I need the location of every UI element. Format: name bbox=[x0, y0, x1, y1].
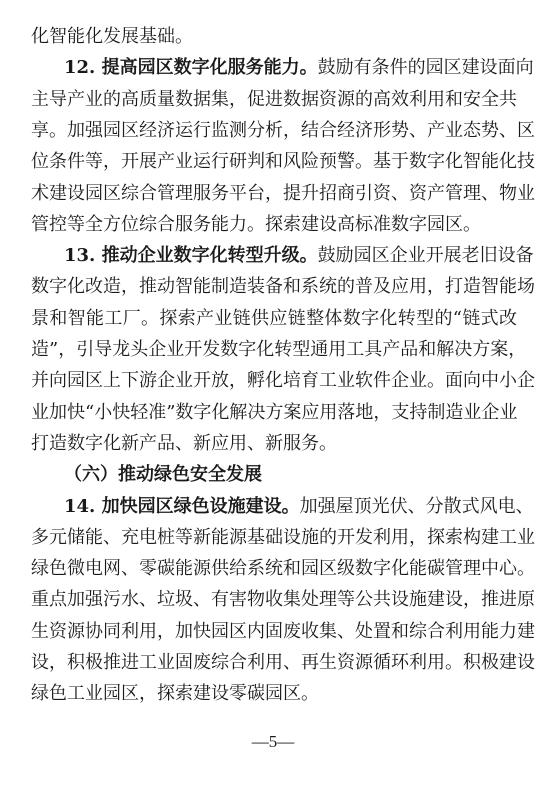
paragraph-line bbox=[31, 147, 535, 177]
body-text: 术建设园区综合管理服务平台，提升招商引资、资产管理、物业 bbox=[31, 182, 535, 204]
paragraph-line bbox=[31, 304, 517, 334]
body-text: 打造数字化新产品、新应用、新服务。 bbox=[31, 432, 337, 454]
paragraph-line bbox=[31, 429, 517, 459]
body-text: 鼓励有条件的园区建设面向 bbox=[317, 57, 534, 79]
paragraph-line bbox=[31, 85, 517, 115]
item-heading: 12. 提高园区数字化服务能力。 bbox=[64, 57, 318, 79]
section-heading bbox=[64, 460, 517, 490]
paragraph-line bbox=[31, 679, 517, 709]
section-title: （六）推动绿色安全发展 bbox=[64, 464, 262, 486]
body-text: 享。加强园区经济运行监测分析，结合经济形势、产业态势、区 bbox=[31, 119, 535, 141]
body-text: 景和智能工厂。探索产业链供应链整体数字化转型的“链式改 bbox=[31, 307, 517, 329]
page-number: —5— bbox=[251, 732, 295, 751]
body-text: 重点加强污水、垃圾、有害物收集处理等公共设施建设，推进原 bbox=[31, 589, 535, 611]
paragraph-line bbox=[64, 53, 534, 83]
paragraph-line bbox=[31, 585, 535, 615]
paragraph-line bbox=[31, 22, 517, 52]
body-text: 数字化改造，推动智能制造装备和系统的普及应用，打造智能场 bbox=[31, 276, 535, 298]
body-text: 造”，引导龙头企业开发数字化转型通用工具产品和解决方案， bbox=[31, 339, 527, 360]
body-text: 加强屋顶光伏、分散式风电、 bbox=[299, 495, 534, 517]
paragraph-line bbox=[31, 554, 535, 584]
paragraph-line bbox=[31, 648, 535, 678]
paragraph-line bbox=[31, 523, 535, 553]
body-text: 生资源协同利用，加快园区内固废收集、处置和综合利用能力建 bbox=[31, 620, 535, 642]
paragraph-line bbox=[31, 210, 517, 240]
item-heading: 13. 推动企业数字化转型升级。 bbox=[64, 245, 318, 267]
paragraph-line bbox=[64, 492, 534, 522]
body-text: 多元储能、充电桩等新能源基础设施的开发利用，探索构建工业 bbox=[31, 526, 535, 548]
paragraph-line bbox=[31, 179, 535, 209]
paragraph-line bbox=[31, 366, 535, 396]
body-text: 绿色微电网、零碳能源供给系统和园区级数字化能碳管理中心。 bbox=[31, 558, 535, 580]
item-heading: 14. 加快园区绿色设施建设。 bbox=[64, 495, 300, 517]
body-text: 并向园区上下游企业开放，孵化培育工业软件企业。面向中小企 bbox=[31, 370, 535, 392]
body-text: 绿色工业园区，探索建设零碳园区。 bbox=[31, 683, 319, 705]
paragraph-line bbox=[31, 116, 535, 146]
body-text: 化智能化发展基础。 bbox=[31, 26, 193, 47]
paragraph-line bbox=[31, 398, 517, 428]
body-text: 鼓励园区企业开展老旧设备 bbox=[317, 245, 534, 267]
body-text: 管控等全方位综合服务能力。探索建设高标准数字园区。 bbox=[31, 213, 481, 235]
paragraph-line bbox=[31, 335, 527, 365]
body-text: 位条件等，开展产业运行研判和风险预警。基于数字化智能化技 bbox=[31, 151, 535, 173]
body-text: 业加快“小快轻准”数字化解决方案应用落地，支持制造业企业 bbox=[31, 401, 518, 423]
paragraph-line bbox=[31, 272, 535, 302]
paragraph-line bbox=[64, 241, 534, 271]
body-text: 主导产业的高质量数据集，促进数据资源的高效利用和安全共 bbox=[31, 88, 517, 110]
paragraph-line bbox=[31, 617, 535, 647]
body-text: 设，积极推进工业固废综合利用、再生资源循环利用。积极建设 bbox=[31, 652, 535, 673]
